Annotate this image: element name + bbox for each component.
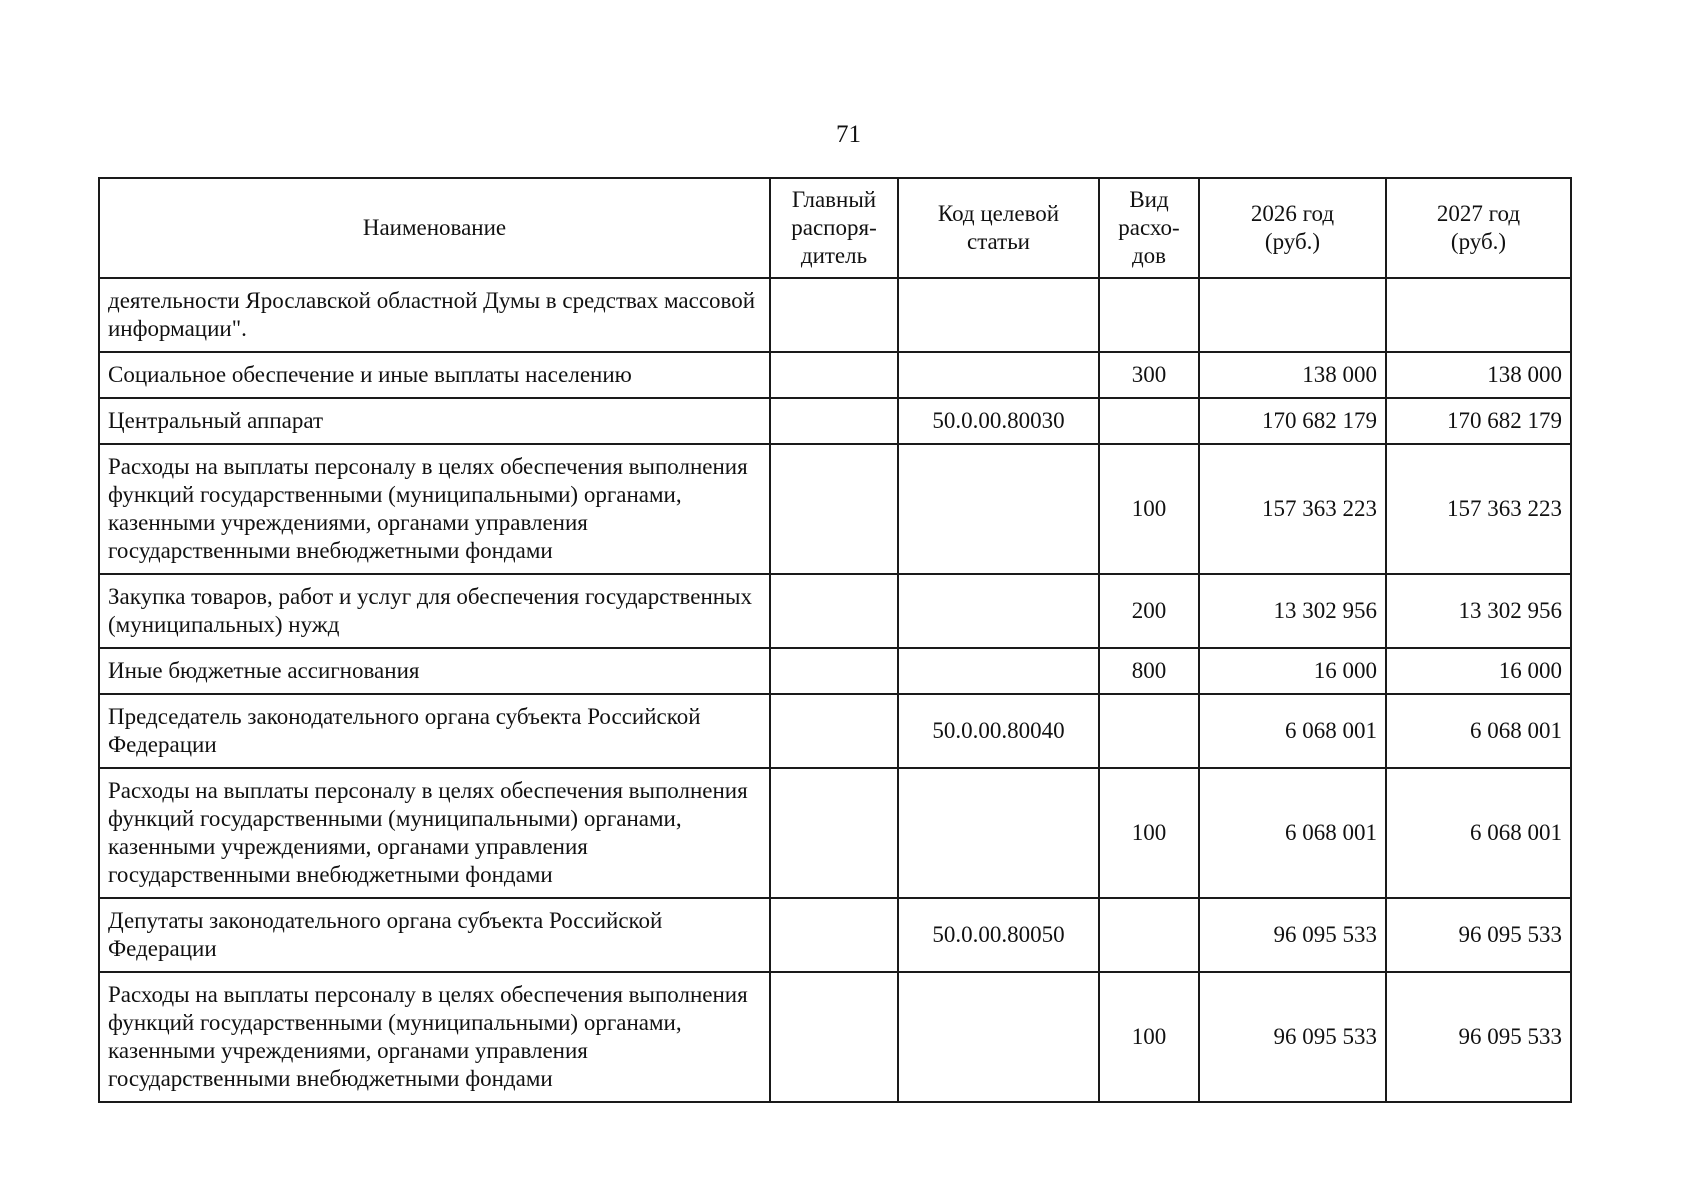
- cell-target-code: [898, 278, 1099, 352]
- cell-target-code: [898, 444, 1099, 574]
- cell-year-2027: 13 302 956: [1386, 574, 1571, 648]
- header-main-manager: [770, 178, 898, 278]
- cell-target-code: 50.0.00.80030: [898, 398, 1099, 444]
- cell-main-manager: [770, 972, 898, 1102]
- header-target-code-label: Код целевой статьи: [937, 201, 1060, 254]
- cell-expense-type: [1099, 694, 1199, 768]
- cell-target-code: [898, 352, 1099, 398]
- cell-name: Депутаты законодательного органа субъекта Российской Федерации: [99, 898, 770, 972]
- cell-target-code: [898, 972, 1099, 1102]
- cell-year-2026: 170 682 179: [1199, 398, 1386, 444]
- cell-year-2026: 16 000: [1199, 648, 1386, 694]
- cell-name: Иные бюджетные ассигнования: [99, 648, 770, 694]
- cell-main-manager: [770, 898, 898, 972]
- table-row: [99, 648, 1571, 694]
- table-header-row: [99, 178, 1571, 278]
- cell-name: Расходы на выплаты персоналу в целях обеспечения выполнения функций государственными (муниципальными) органами, казенными учреждениями, органами управления государственными внебюджетными фондами: [99, 444, 770, 574]
- cell-year-2026: 6 068 001: [1199, 768, 1386, 898]
- cell-year-2027: 170 682 179: [1386, 398, 1571, 444]
- cell-name: Закупка товаров, работ и услуг для обеспечения государственных (муниципальных) нужд: [99, 574, 770, 648]
- cell-year-2026: 6 068 001: [1199, 694, 1386, 768]
- cell-year-2027: 138 000: [1386, 352, 1571, 398]
- cell-year-2027: [1386, 278, 1571, 352]
- cell-expense-type: 200: [1099, 574, 1199, 648]
- cell-year-2026: [1199, 278, 1386, 352]
- table-row: [99, 278, 1571, 352]
- header-year-2026-label: 2026 год (руб.): [1250, 201, 1335, 254]
- header-main-manager-label: Главный распоря- дитель: [791, 187, 877, 268]
- table-row: [99, 694, 1571, 768]
- header-expense-type-label: Вид расхо- дов: [1118, 187, 1180, 268]
- header-name: [99, 178, 770, 278]
- cell-expense-type: 100: [1099, 444, 1199, 574]
- budget-table: [98, 177, 1572, 1103]
- cell-year-2027: 157 363 223: [1386, 444, 1571, 574]
- cell-expense-type: [1099, 278, 1199, 352]
- cell-main-manager: [770, 574, 898, 648]
- table-row: [99, 352, 1571, 398]
- cell-expense-type: 100: [1099, 768, 1199, 898]
- cell-year-2027: 6 068 001: [1386, 694, 1571, 768]
- header-year-2026: [1199, 178, 1386, 278]
- cell-name: Центральный аппарат: [99, 398, 770, 444]
- cell-main-manager: [770, 768, 898, 898]
- cell-main-manager: [770, 278, 898, 352]
- header-name-label: Наименование: [362, 215, 507, 240]
- cell-year-2027: 96 095 533: [1386, 972, 1571, 1102]
- cell-expense-type: 800: [1099, 648, 1199, 694]
- cell-main-manager: [770, 352, 898, 398]
- cell-year-2026: 138 000: [1199, 352, 1386, 398]
- cell-target-code: 50.0.00.80050: [898, 898, 1099, 972]
- cell-main-manager: [770, 694, 898, 768]
- page-number: 71: [836, 121, 861, 148]
- table-row: [99, 398, 1571, 444]
- cell-expense-type: [1099, 898, 1199, 972]
- header-target-code: [898, 178, 1099, 278]
- table-row: [99, 574, 1571, 648]
- header-year-2027-label: 2027 год (руб.): [1436, 201, 1521, 254]
- table-row: [99, 898, 1571, 972]
- cell-expense-type: 300: [1099, 352, 1199, 398]
- table-row: [99, 444, 1571, 574]
- cell-year-2026: 13 302 956: [1199, 574, 1386, 648]
- cell-year-2026: 157 363 223: [1199, 444, 1386, 574]
- cell-name: Расходы на выплаты персоналу в целях обеспечения выполнения функций государственными (муниципальными) органами, казенными учреждениями, органами управления государственными внебюджетными фондами: [99, 768, 770, 898]
- header-expense-type: [1099, 178, 1199, 278]
- cell-name: Социальное обеспечение и иные выплаты населению: [99, 352, 770, 398]
- table-row: [99, 768, 1571, 898]
- cell-name: Председатель законодательного органа субъекта Российской Федерации: [99, 694, 770, 768]
- cell-expense-type: 100: [1099, 972, 1199, 1102]
- cell-year-2026: 96 095 533: [1199, 972, 1386, 1102]
- cell-name: Расходы на выплаты персоналу в целях обеспечения выполнения функций государственными (муниципальными) органами, казенными учреждениями, органами управления государственными внебюджетными фондами: [99, 972, 770, 1102]
- cell-expense-type: [1099, 398, 1199, 444]
- header-year-2027: [1386, 178, 1571, 278]
- cell-main-manager: [770, 444, 898, 574]
- cell-target-code: [898, 574, 1099, 648]
- cell-target-code: [898, 768, 1099, 898]
- cell-name: деятельности Ярославской областной Думы в средствах массовой информации".: [99, 278, 770, 352]
- table-row: [99, 972, 1571, 1102]
- cell-year-2026: 96 095 533: [1199, 898, 1386, 972]
- cell-year-2027: 6 068 001: [1386, 768, 1571, 898]
- cell-target-code: [898, 648, 1099, 694]
- cell-year-2027: 96 095 533: [1386, 898, 1571, 972]
- cell-year-2027: 16 000: [1386, 648, 1571, 694]
- cell-main-manager: [770, 648, 898, 694]
- cell-main-manager: [770, 398, 898, 444]
- cell-target-code: 50.0.00.80040: [898, 694, 1099, 768]
